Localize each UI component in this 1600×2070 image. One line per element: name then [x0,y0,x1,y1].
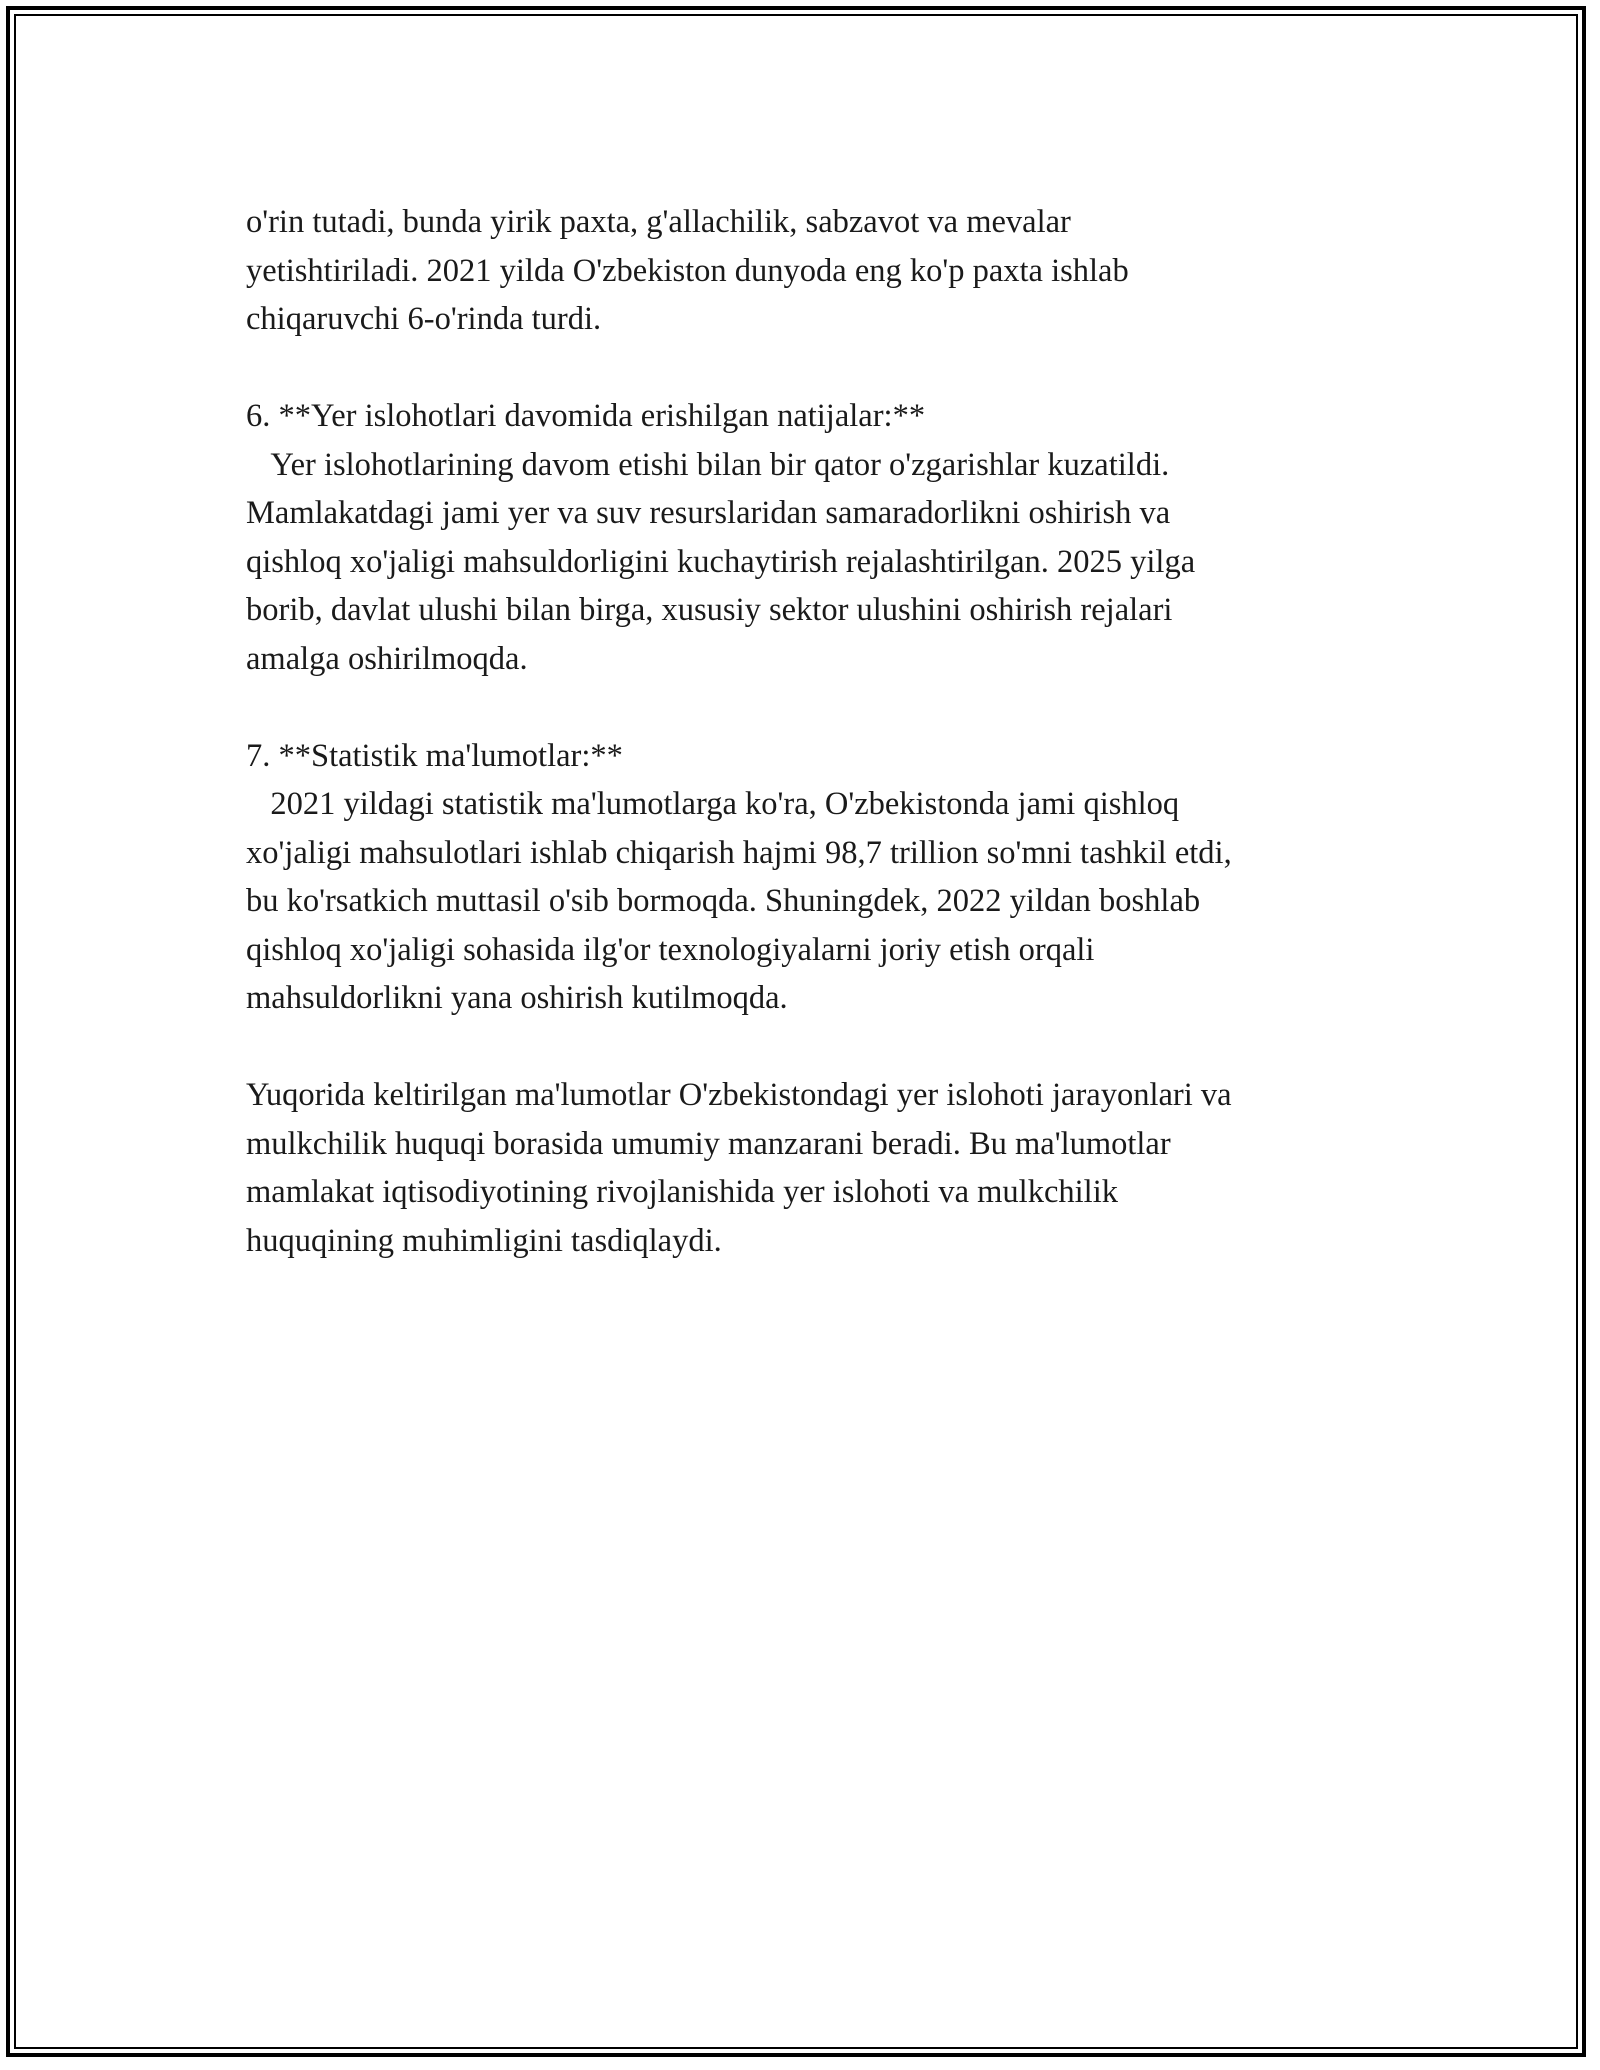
paragraph-gap [246,683,1376,732]
intro-paragraph [246,198,1376,344]
text-line: yetishtiriladi. 2021 yilda O'zbekiston dunyoda eng ko'p paxta ishlab [246,252,1129,289]
text-line: 2021 yildagi statistik ma'lumotlarga ko'ra, O'zbekistonda jami qishloq [246,786,1180,822]
page-frame [6,6,1586,2057]
text-line: huquqining muhimligini tasdiqlaydi. [246,1222,722,1259]
text-line: chiqaruvchi 6-o'rinda turdi. [246,301,602,337]
text-line: Yer islohotlarining davom etishi bilan bir qator o'zgarishlar kuzatildi. [246,446,1170,483]
document-body [246,198,1376,1265]
section-7-heading: 7. **Statistik ma'lumotlar:** [246,737,623,774]
text-line: borib, davlat ulushi bilan birga, xususiy sektor ulushini oshirish rejalari [246,592,1173,628]
text-line: o'rin tutadi, bunda yirik paxta, g'allachilik, sabzavot va mevalar [246,204,1071,240]
text-line: Mamlakatdagi jami yer va suv resurslaridan samaradorlikni oshirish va [246,495,1171,531]
conclusion-paragraph [246,1071,1376,1265]
text-line: qishloq xo'jaligi mahsuldorligini kuchaytirish rejalashtirilgan. 2025 yilga [246,543,1196,580]
text-line: amalga oshirilmoqda. [246,640,528,677]
text-line: bu ko'rsatkich muttasil o'sib bormoqda. Shuningdek, 2022 yildan boshlab [246,883,1201,919]
paragraph-gap [246,344,1376,393]
text-line: mahsuldorlikni yana oshirish kutilmoqda. [246,980,788,1016]
section-6 [246,392,1376,683]
paragraph-gap [246,1023,1376,1072]
text-line: qishloq xo'jaligi sohasida ilg'or texnologiyalarni joriy etish orqali [246,931,1095,968]
section-7 [246,732,1376,1023]
text-line: mulkchilik huquqi borasida umumiy manzarani beradi. Bu ma'lumotlar [246,1125,1171,1162]
text-line: xo'jaligi mahsulotlari ishlab chiqarish hajmi 98,7 trillion so'mni tashkil etdi, [246,834,1232,871]
text-line: mamlakat iqtisodiyotining rivojlanishida yer islohoti va mulkchilik [246,1174,1118,1210]
text-line: Yuqorida keltirilgan ma'lumotlar O'zbekistondagi yer islohoti jarayonlari va [246,1077,1232,1113]
section-6-heading: 6. **Yer islohotlari davomida erishilgan natijalar:** [246,398,926,434]
